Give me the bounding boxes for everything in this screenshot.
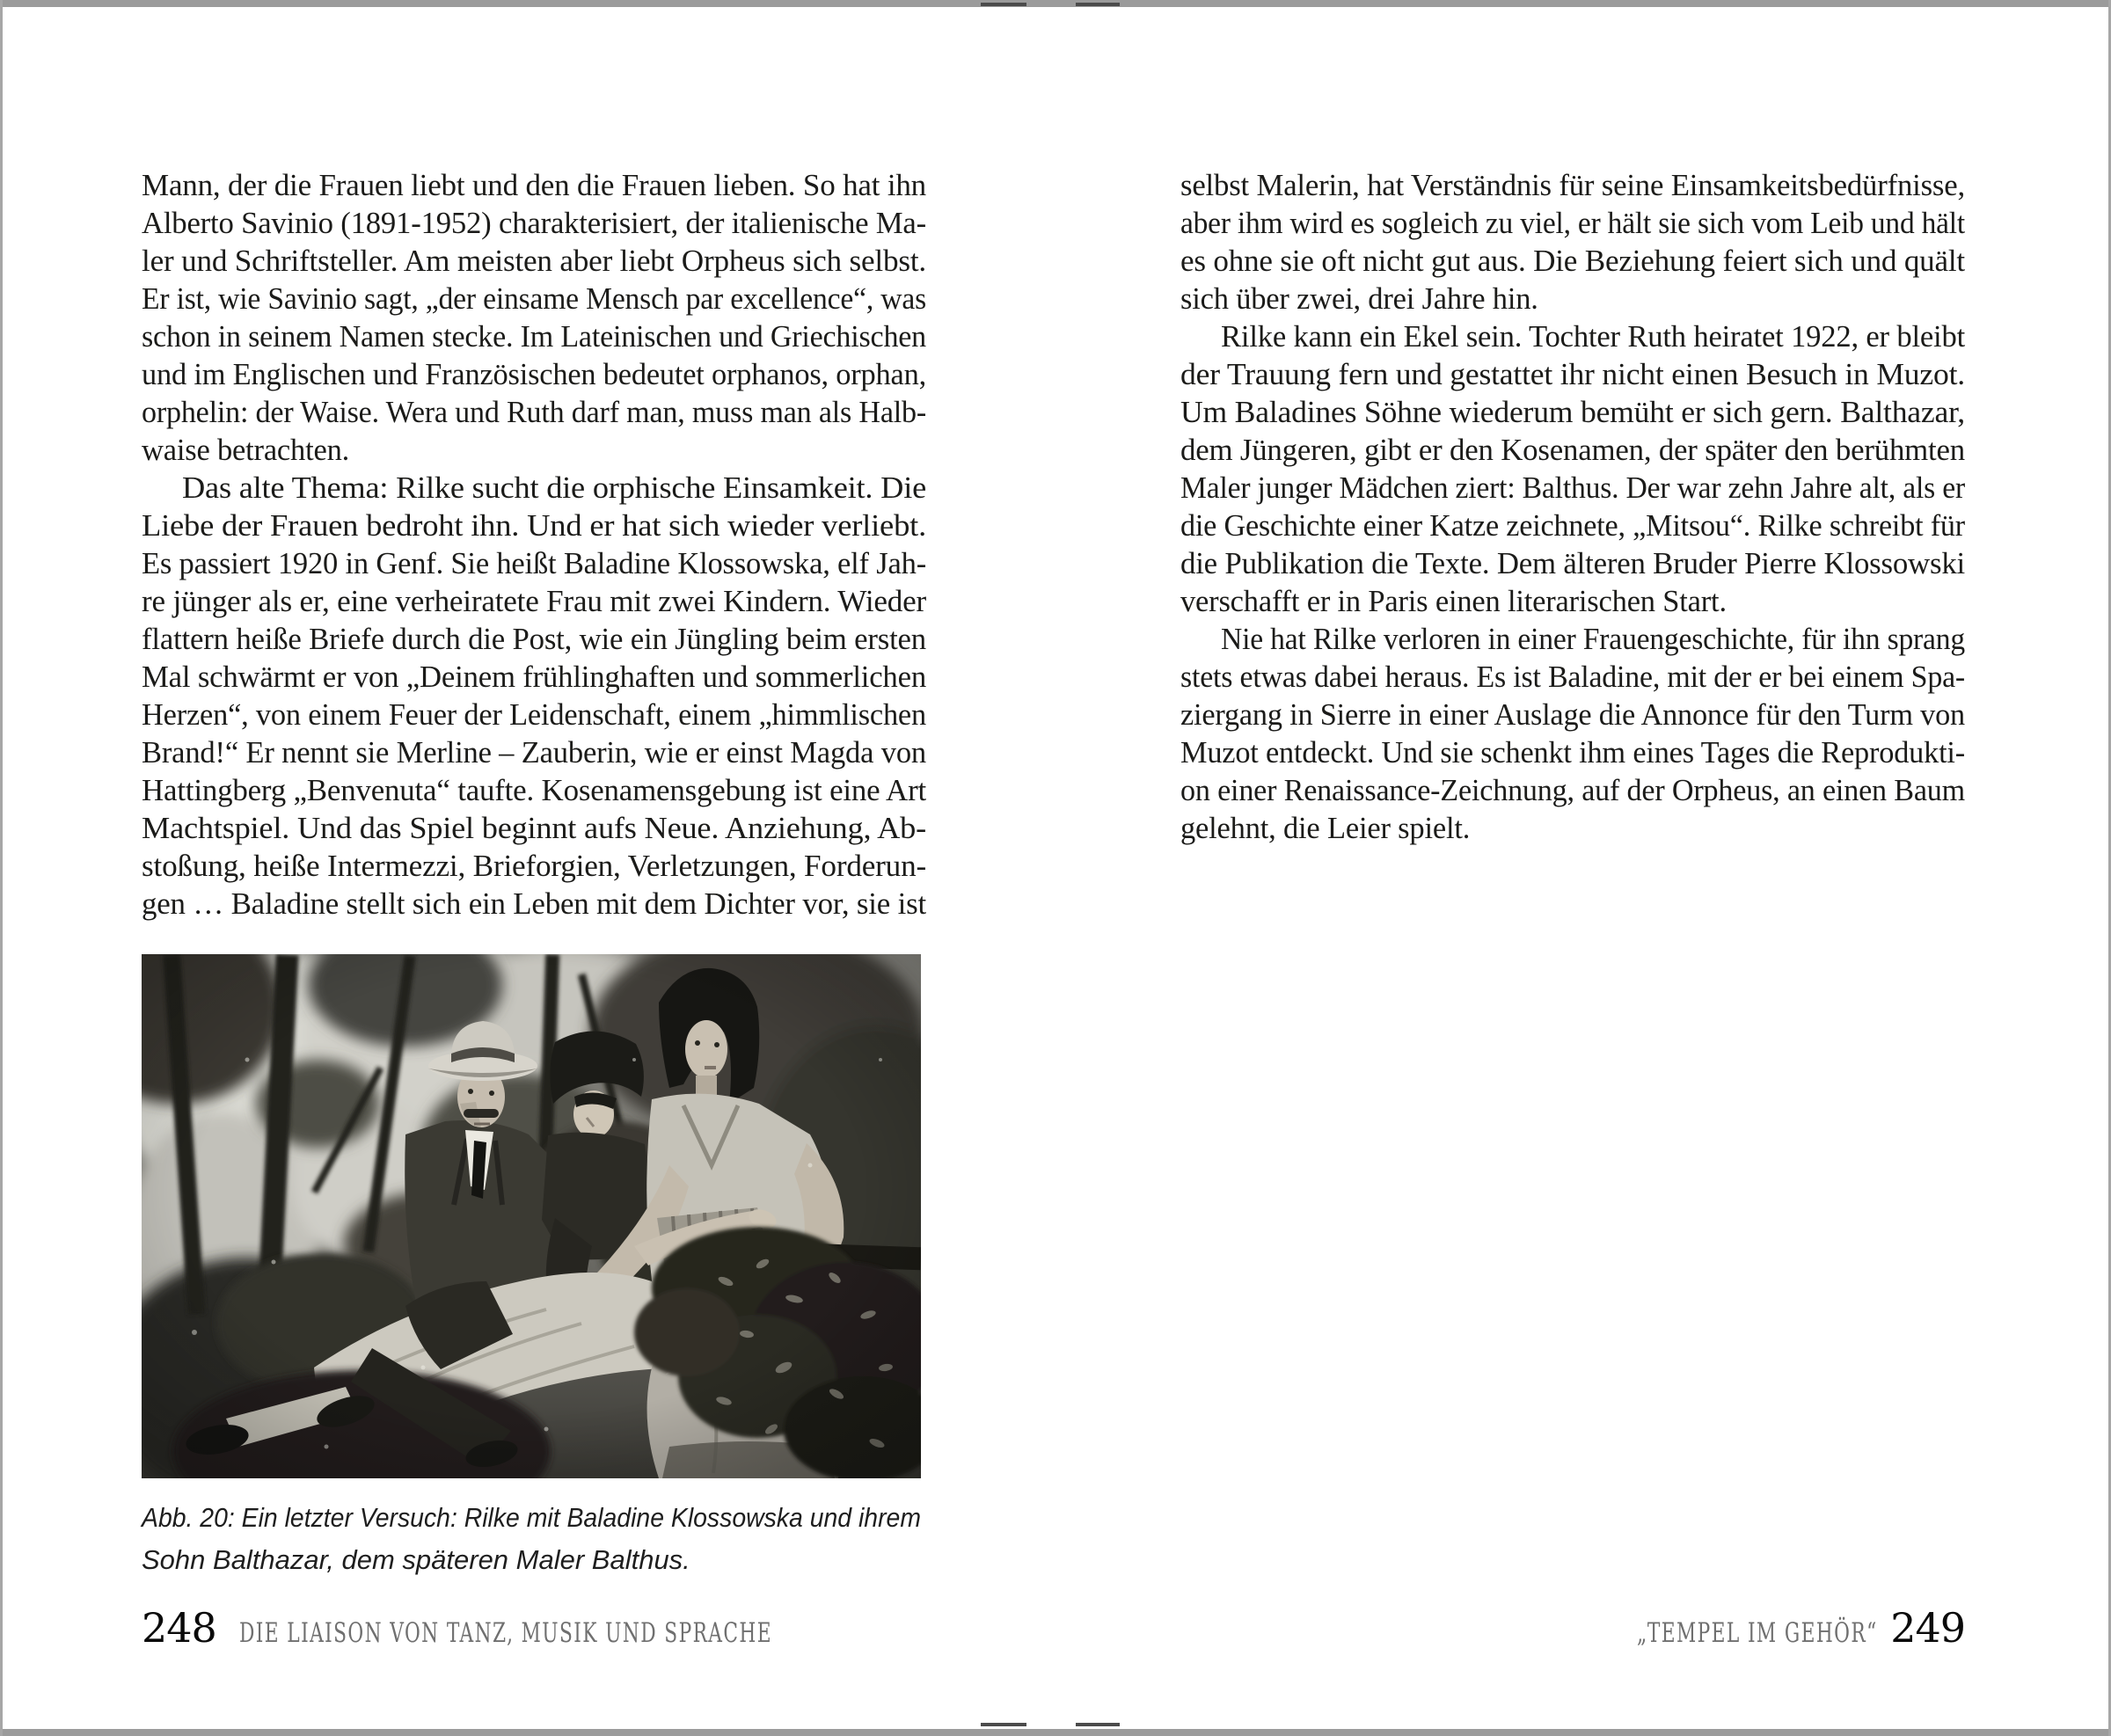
body-line: stets etwas dabei heraus. Es ist Baladine, mit der er bei einem Spa- (1180, 660, 1965, 694)
footer-right (1637, 1604, 1965, 1653)
caption-line: Abb. 20: Ein letzter Versuch: Rilke mit Baladine Klossowska und ihrem (142, 1502, 921, 1533)
body-line: Muzot entdeckt. Und sie schenkt ihm eines Tages die Reprodukti- (1180, 736, 1965, 770)
print-mark-bottom-right (1076, 1723, 1120, 1726)
body-line: Machtspiel. Und das Spiel beginnt aufs Neue. Anziehung, Ab- (142, 812, 926, 845)
body-line: stoßung, heiße Intermezzi, Brieforgien, Verletzungen, Forderun- (142, 850, 926, 883)
left-page-body (142, 167, 926, 923)
body-line: Hattingberg „Benvenuta“ taufte. Kosenamensgebung ist eine Art (142, 774, 926, 807)
body-line: Das alte Thema: Rilke sucht die orphische Einsamkeit. Die (182, 471, 926, 505)
chapter-title-right: „TEMPEL IM GEHÖR“ (1637, 1617, 1878, 1649)
body-line: ler und Schriftsteller. Am meisten aber liebt Orpheus sich selbst. (142, 244, 926, 278)
body-line: gelehnt, die Leier spielt. (1180, 812, 1471, 845)
body-line: Alberto Savinio (1891-1952) charakterisiert, der italienische Ma- (142, 207, 926, 240)
print-mark-top-right (1076, 3, 1120, 6)
body-line: orphelin: der Waise. Wera und Ruth darf man, muss man als Halb- (142, 396, 926, 429)
body-line: schon in seinem Namen stecke. Im Lateinischen und Griechischen (142, 320, 926, 354)
body-line: Maler junger Mädchen ziert: Balthus. Der war zehn Jahre alt, als er (1180, 471, 1965, 505)
body-line: Es passiert 1920 in Genf. Sie heißt Baladine Klossowska, elf Jah- (142, 547, 926, 580)
body-line: Mal schwärmt er von „Deinem frühlinghaften und sommerlichen (142, 660, 926, 694)
figure-caption (142, 1497, 921, 1581)
body-line: re jünger als er, eine verheiratete Frau mit zwei Kindern. Wieder (142, 585, 926, 618)
scan-edge-top (0, 0, 2111, 7)
page-number-left: 248 (142, 1604, 216, 1652)
body-line: verschafft er in Paris einen literarischen Start. (1180, 585, 1727, 618)
body-line: sich über zwei, drei Jahre hin. (1180, 282, 1538, 316)
page-number-right: 249 (1890, 1604, 1965, 1652)
body-line: waise betrachten. (142, 434, 350, 467)
body-line: und im Englischen und Französischen bedeutet orphanos, orphan, (142, 358, 926, 391)
photo-illustration (142, 954, 921, 1478)
print-mark-top-left (981, 3, 1026, 6)
body-line: die Geschichte einer Katze zeichnete, „Mitsou“. Rilke schreibt für (1180, 509, 1965, 543)
scan-edge-left (0, 0, 3, 1736)
body-line: aber ihm wird es sogleich zu viel, er hält sie sich vom Leib und hält (1180, 207, 1965, 240)
body-line: Mann, der die Frauen liebt und den die Frauen lieben. So hat ihn (142, 169, 926, 202)
body-line: flattern heiße Briefe durch die Post, wie ein Jüngling beim ersten (142, 623, 926, 656)
body-line: gen … Baladine stellt sich ein Leben mit dem Dichter vor, sie ist (142, 887, 926, 921)
body-line: Er ist, wie Savinio sagt, „der einsame Mensch par excellence“, was (142, 282, 926, 316)
chapter-title-left: DIE LIAISON VON TANZ, MUSIK UND SPRACHE (238, 1617, 772, 1649)
right-page-body (1180, 167, 1965, 848)
body-line: Rilke kann ein Ekel sein. Tochter Ruth heiratet 1922, er bleibt (1221, 320, 1965, 354)
body-line: dem Jüngeren, gibt er den Kosenamen, der später den berühmten (1180, 434, 1965, 467)
body-line: Um Baladines Söhne wiederum bemüht er sich gern. Balthazar, (1180, 396, 1965, 429)
body-line: ziergang in Sierre in einer Auslage die Annonce für den Turm von (1180, 698, 1965, 732)
body-line: Nie hat Rilke verloren in einer Frauengeschichte, für ihn sprang (1221, 623, 1965, 656)
figure-photo (142, 954, 921, 1478)
body-line: die Publikation die Texte. Dem älteren Bruder Pierre Klossowski (1180, 547, 1965, 580)
scan-edge-bottom (0, 1729, 2111, 1736)
footer-left (142, 1604, 772, 1653)
body-line: Brand!“ Er nennt sie Merline – Zauberin, wie er einst Magda von (142, 736, 926, 770)
body-line: on einer Renaissance-Zeichnung, auf der Orpheus, an einen Baum (1180, 774, 1965, 807)
body-line: es ohne sie oft nicht gut aus. Die Beziehung feiert sich und quält (1180, 244, 1965, 278)
body-line: Liebe der Frauen bedroht ihn. Und er hat sich wieder verliebt. (142, 509, 926, 543)
print-mark-bottom-left (981, 1723, 1026, 1726)
body-line: selbst Malerin, hat Verständnis für seine Einsamkeitsbedürfnisse, (1180, 169, 1965, 202)
body-line: der Trauung fern und gestattet ihr nicht einen Besuch in Muzot. (1180, 358, 1965, 391)
caption-line: Sohn Balthazar, dem späteren Maler Balthus. (142, 1544, 690, 1575)
body-line: Herzen“, von einem Feuer der Leidenschaft, einem „himmlischen (142, 698, 926, 732)
